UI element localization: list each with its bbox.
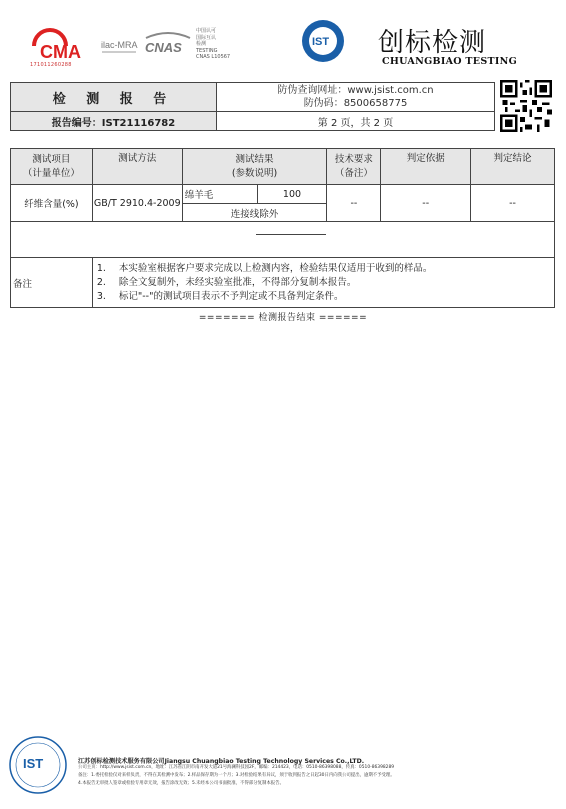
report-header-table xyxy=(10,82,495,131)
svg-text:IST: IST xyxy=(23,756,44,771)
brand-name-cn: 创标检测 xyxy=(378,28,487,58)
cell-fiber: 绵羊毛 xyxy=(182,185,257,204)
table-header-row xyxy=(11,149,555,185)
footer-company: 江苏创标检测技术服务有限公司Jiangsu Chuangbiao Testing Technology Services Co.,LTD. xyxy=(78,758,365,765)
cell-item: 纤维含量(%) xyxy=(11,185,93,222)
header-result: 测试结果 (参数说明) xyxy=(182,149,327,185)
cell-conclusion: -- xyxy=(471,185,555,222)
page-info: 第 2 页，共 2 页 xyxy=(217,112,495,131)
header-conclusion: 判定结论 xyxy=(471,149,555,185)
report-number: 报告编号：IST21116782 xyxy=(11,112,217,131)
remarks-list xyxy=(92,258,554,308)
verify-url-label: 防伪查询网址： xyxy=(277,85,348,96)
svg-text:CNAS: CNAS xyxy=(145,40,182,55)
cell-requirement: -- xyxy=(327,185,381,222)
table-row xyxy=(11,185,555,204)
verify-code: 8500658775 xyxy=(343,98,408,109)
cell-note: 连接线除外 xyxy=(182,204,327,222)
svg-text:ilac-MRA: ilac-MRA xyxy=(101,40,138,50)
report-title: 检 测 报 告 xyxy=(11,83,217,112)
cell-basis: -- xyxy=(381,185,471,222)
remark-item: 3. 标记"--"的测试项目表示不予判定或不具备判定条件。 xyxy=(96,290,344,302)
remark-item: 1. 本实验室根据客户要求完成以上检测内容，检验结果仅适用于收到的样品。 xyxy=(96,262,433,274)
blank-row xyxy=(11,222,555,258)
cell-method: GB/T 2910.4-2009 xyxy=(92,185,182,222)
remarks-row xyxy=(11,258,555,308)
header-item: 测试项目 （计量单位） xyxy=(11,149,93,185)
qr-code xyxy=(500,80,552,132)
verification-info xyxy=(217,83,495,112)
ist-logo xyxy=(300,18,346,64)
verify-code-label: 防伪码： xyxy=(303,98,344,109)
svg-text:IST: IST xyxy=(312,36,330,48)
header-requirement: 技术要求 （备注） xyxy=(327,149,381,185)
ilac-mra-logo xyxy=(100,28,138,60)
header-method: 测试方法 xyxy=(92,149,182,185)
cnas-logo xyxy=(142,28,194,60)
cnas-accreditation-text: 中国认可 国际互认 检测 TESTING CNAS L10567 xyxy=(196,28,231,60)
cma-number: 171011260288 xyxy=(30,62,72,68)
svg-text:CMA: CMA xyxy=(40,42,81,62)
report-end-marker: ======= 检测报告结束 ====== xyxy=(198,313,368,323)
remarks-label: 备注 xyxy=(11,258,93,308)
header-basis: 判定依据 xyxy=(381,149,471,185)
brand-name-en: CHUANGBIAO TESTING xyxy=(382,56,518,67)
separator-line xyxy=(256,234,326,235)
verify-url[interactable]: www.jsist.com.cn xyxy=(347,85,434,96)
cell-value: 100 xyxy=(257,185,327,204)
ist-seal-logo xyxy=(8,735,68,795)
remark-item: 2. 除全文复制外，未经实验室批准，不得部分复制本报告。 xyxy=(96,276,357,288)
results-table xyxy=(10,148,555,308)
footer-details: 公司主页：http://www.jsist.com.cn，地址：江苏省江阴市南开发大道21号海澜科技园2F，邮编：214423，电话：0510-86398088，传真：0510-86398289 备注：1.委托检验仅对来样负责，不得在其检测中发布；2.样品保存期为一个月；3.对检验结果有异议，须于收到报告之日起30日内向我公司提出，逾期不予受理。 4.本报告无审批人签章或检验专用章无效，报告涂改无效；5.未经本公司书面批准，不得部分复制本报告。 xyxy=(78,765,395,786)
